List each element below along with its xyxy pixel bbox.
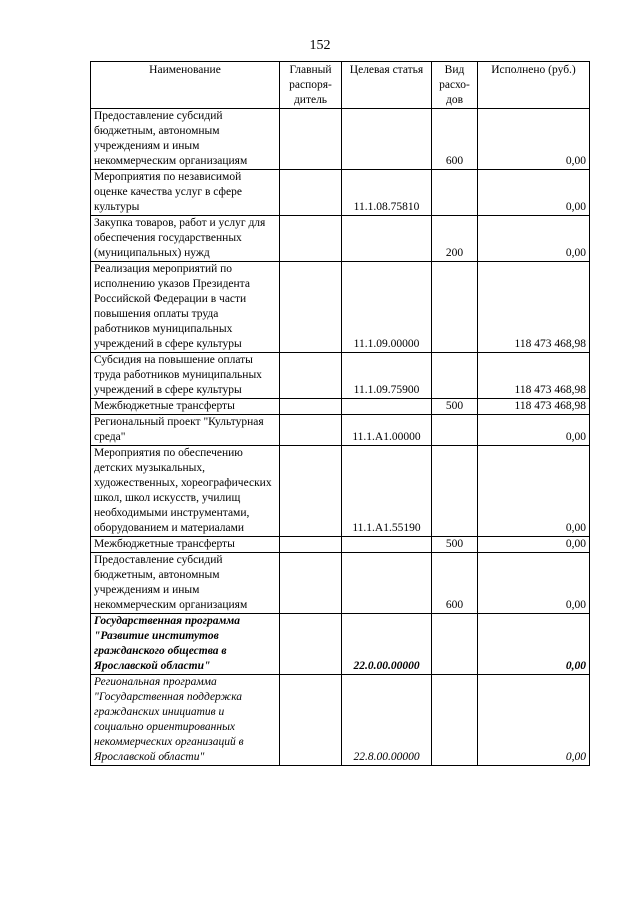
- cell-type: 200: [432, 216, 478, 262]
- table-row: [91, 675, 590, 766]
- cell-executed: 0,00: [478, 109, 590, 170]
- header-type: Вид расхо-дов: [432, 62, 478, 109]
- cell-name: Межбюджетные трансферты: [91, 399, 280, 415]
- cell-manager: [280, 415, 342, 446]
- expenditure-table: [90, 61, 590, 766]
- table-row: [91, 353, 590, 399]
- cell-manager: [280, 353, 342, 399]
- cell-manager: [280, 170, 342, 216]
- table-header-row: [91, 62, 590, 109]
- cell-article: [342, 109, 432, 170]
- page-number: 152: [309, 38, 331, 53]
- table-row: [91, 614, 590, 675]
- table-row: [91, 262, 590, 353]
- cell-type: [432, 446, 478, 537]
- cell-name: Мероприятия по независимой оценке качества услуг в сфере культуры: [91, 170, 280, 216]
- cell-manager: [280, 446, 342, 537]
- cell-type: 500: [432, 399, 478, 415]
- table-row: [91, 216, 590, 262]
- table-row: [91, 399, 590, 415]
- cell-manager: [280, 537, 342, 553]
- table-row: [91, 553, 590, 614]
- cell-manager: [280, 262, 342, 353]
- cell-article: [342, 553, 432, 614]
- cell-article: 11.1.09.75900: [342, 353, 432, 399]
- cell-article: 22.0.00.00000: [342, 614, 432, 675]
- header-executed: Исполнено (руб.): [478, 62, 590, 109]
- cell-executed: 0,00: [478, 675, 590, 766]
- cell-article: 11.1.A1.00000: [342, 415, 432, 446]
- cell-article: [342, 399, 432, 415]
- cell-manager: [280, 614, 342, 675]
- cell-article: 22.8.00.00000: [342, 675, 432, 766]
- cell-name: Закупка товаров, работ и услуг для обеспечения государственных (муниципальных) нужд: [91, 216, 280, 262]
- cell-type: 500: [432, 537, 478, 553]
- cell-manager: [280, 216, 342, 262]
- cell-executed: 0,00: [478, 415, 590, 446]
- cell-name: Субсидия на повышение оплаты труда работников муниципальных учреждений в сфере культуры: [91, 353, 280, 399]
- cell-manager: [280, 109, 342, 170]
- cell-executed: 0,00: [478, 614, 590, 675]
- cell-manager: [280, 399, 342, 415]
- table-row: [91, 415, 590, 446]
- cell-type: [432, 614, 478, 675]
- cell-type: [432, 675, 478, 766]
- cell-executed: 0,00: [478, 553, 590, 614]
- cell-executed: 118 473 468,98: [478, 399, 590, 415]
- cell-article: 11.1.08.75810: [342, 170, 432, 216]
- cell-name: Межбюджетные трансферты: [91, 537, 280, 553]
- cell-name: Мероприятия по обеспечению детских музыкальных, художественных, хореографических школ, школ искусств, училищ необходимыми инструментами, оборудованием и материалами: [91, 446, 280, 537]
- cell-article: [342, 216, 432, 262]
- cell-executed: 0,00: [478, 170, 590, 216]
- header-manager: Главный распоря-дитель: [280, 62, 342, 109]
- cell-executed: 118 473 468,98: [478, 262, 590, 353]
- table-row: [91, 170, 590, 216]
- cell-manager: [280, 553, 342, 614]
- cell-type: 600: [432, 553, 478, 614]
- cell-type: [432, 170, 478, 216]
- cell-name: Реализация мероприятий по исполнению указов Президента Российской Федерации в части повышения оплаты труда работников муниципальных учреждений в сфере культуры: [91, 262, 280, 353]
- table-row: [91, 537, 590, 553]
- cell-executed: 0,00: [478, 216, 590, 262]
- cell-article: [342, 537, 432, 553]
- cell-name: Государственная программа "Развитие институтов гражданского общества в Ярославской области": [91, 614, 280, 675]
- table-row: [91, 446, 590, 537]
- cell-article: 11.1.09.00000: [342, 262, 432, 353]
- cell-type: [432, 262, 478, 353]
- header-article: Целевая статья: [342, 62, 432, 109]
- cell-name: Предоставление субсидий бюджетным, автономным учреждениям и иным некоммерческим организациям: [91, 553, 280, 614]
- cell-manager: [280, 675, 342, 766]
- cell-name: Предоставление субсидий бюджетным, автономным учреждениям и иным некоммерческим организациям: [91, 109, 280, 170]
- cell-executed: 0,00: [478, 446, 590, 537]
- cell-type: [432, 415, 478, 446]
- cell-name: Региональный проект "Культурная среда": [91, 415, 280, 446]
- table-row: [91, 109, 590, 170]
- header-name: Наименование: [91, 62, 280, 109]
- cell-type: [432, 353, 478, 399]
- cell-article: 11.1.A1.55190: [342, 446, 432, 537]
- cell-executed: 118 473 468,98: [478, 353, 590, 399]
- cell-executed: 0,00: [478, 537, 590, 553]
- cell-type: 600: [432, 109, 478, 170]
- cell-name: Региональная программа "Государственная поддержка гражданских инициатив и социально ориентированных некоммерческих организаций в Ярославской области": [91, 675, 280, 766]
